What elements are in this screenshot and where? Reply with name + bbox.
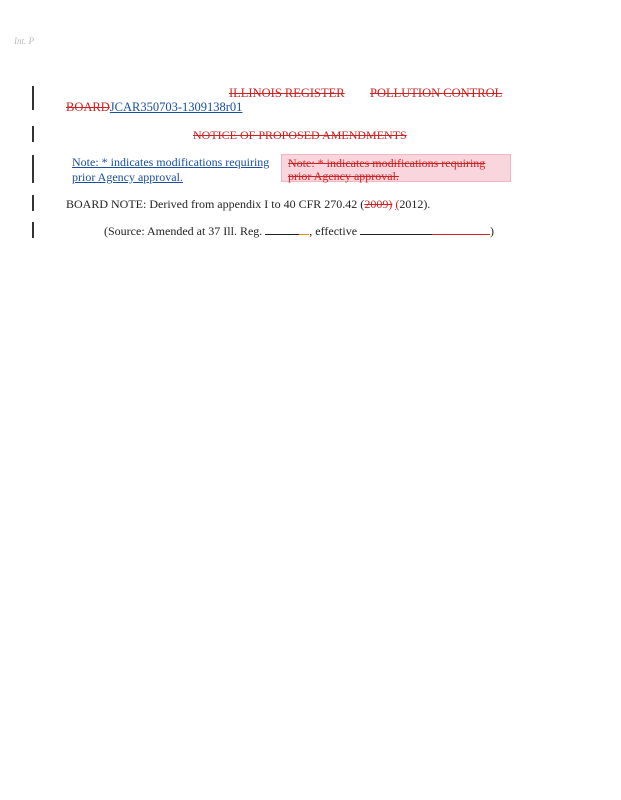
- change-bar: [32, 126, 34, 142]
- note-inserted-line2: prior Agency approval.: [72, 170, 183, 184]
- notice-title-deleted: NOTICE OF PROPOSED AMENDMENTS: [193, 128, 407, 142]
- header-board-deleted: BOARD: [66, 100, 110, 114]
- header-code-inserted: JCAR350703-1309138r01: [109, 100, 243, 114]
- source-prefix: (Source: Amended at 37 Ill. Reg.: [104, 224, 266, 238]
- change-bar: [32, 155, 34, 183]
- change-bar: [32, 222, 34, 238]
- effective-blank-deleted: [432, 224, 490, 235]
- effective-blank: [360, 224, 432, 235]
- board-note-deleted-year: 2009): [364, 197, 393, 211]
- board-note: [66, 197, 430, 212]
- note-deleted-line1: Note: * indicates modifications requiring: [288, 156, 486, 170]
- board-note-suffix: 2012).: [399, 197, 431, 211]
- header-second-line: [66, 100, 242, 115]
- margin-scribble: Int. P: [14, 36, 34, 46]
- note-deleted-line2: prior Agency approval.: [288, 169, 399, 183]
- source-mid: , effective: [309, 224, 361, 238]
- note-deleted-box: [281, 154, 511, 182]
- source-line: [104, 224, 494, 239]
- source-suffix: ): [490, 224, 495, 238]
- header-register-deleted: ILLINOIS REGISTER: [229, 86, 345, 100]
- note-inserted-line1: Note: * indicates modifications requiring: [72, 155, 270, 169]
- board-note-prefix: BOARD NOTE: Derived from appendix I to 40 CFR 270.42 (: [66, 197, 365, 211]
- note-inserted: [72, 155, 269, 185]
- change-bar: [32, 86, 34, 110]
- inserted-dash: [299, 225, 309, 235]
- board-note-inserted-paren: (: [395, 197, 400, 211]
- header-pollution-deleted: POLLUTION CONTROL: [370, 86, 503, 100]
- register-blank: [265, 224, 299, 235]
- change-bar: [32, 195, 34, 211]
